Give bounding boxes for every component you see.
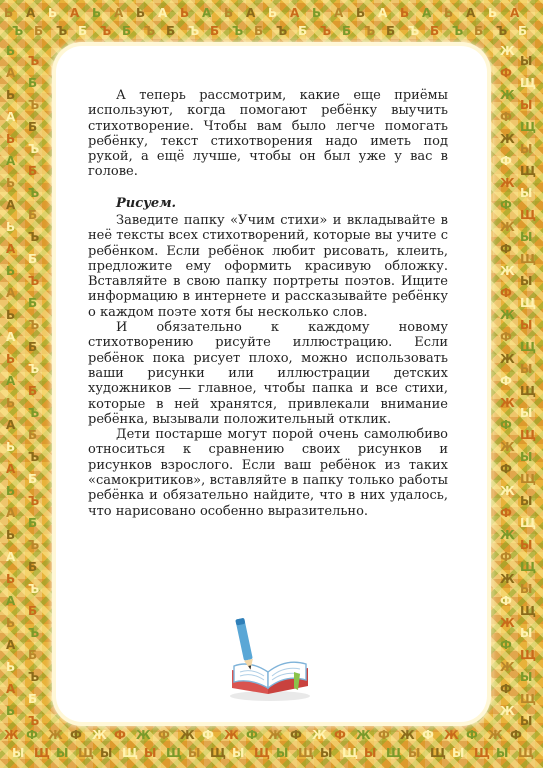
- border-letter-glyph: Ж: [136, 728, 151, 742]
- border-letter-glyph: Ж: [500, 44, 515, 58]
- border-letter-glyph: Б: [28, 560, 38, 574]
- border-letter-glyph: А: [114, 6, 124, 20]
- border-letter-glyph: Ы: [520, 670, 533, 684]
- border-letter-glyph: Ь: [6, 704, 16, 718]
- border-letter-glyph: А: [422, 6, 432, 20]
- border-letter-glyph: Б: [28, 384, 38, 398]
- border-letter-glyph: Ъ: [28, 142, 40, 156]
- border-letter-glyph: Ь: [224, 6, 234, 20]
- border-letter-glyph: Б: [28, 692, 38, 706]
- border-letter-glyph: А: [6, 198, 16, 212]
- border-letter-glyph: Щ: [520, 428, 536, 442]
- border-letter-glyph: Ф: [466, 728, 478, 742]
- paragraph-older-children: Дети постарше могут порой очень самолюбиво относиться к сравнению своих рисунков и рисунков взрослого. Если ваш ребёнок из таких «самокритиков», вставляйте в папку только работы ребёнка и обязательно найдите, что в них удалось, что нарисовано особенно выразительно.: [88, 427, 448, 519]
- border-letter-glyph: Б: [166, 24, 176, 38]
- border-letter-glyph: Ы: [520, 54, 533, 68]
- border-letter-glyph: Ж: [4, 728, 19, 742]
- border-letter-glyph: Ы: [520, 274, 533, 288]
- border-letter-glyph: Ь: [400, 6, 410, 20]
- border-letter-glyph: Ы: [520, 230, 533, 244]
- border-letter-glyph: Ь: [312, 6, 322, 20]
- border-letter-glyph: Ь: [6, 396, 16, 410]
- border-letter-glyph: А: [158, 6, 168, 20]
- border-letter-glyph: Ф: [510, 728, 522, 742]
- border-letter-glyph: А: [6, 154, 16, 168]
- border-letter-glyph: Ж: [268, 728, 283, 742]
- border-letter-glyph: Ф: [422, 728, 434, 742]
- border-letter-glyph: Б: [28, 296, 38, 310]
- border-letter-glyph: Ы: [276, 746, 289, 760]
- border-letter-glyph: Ы: [144, 746, 157, 760]
- border-letter-glyph: А: [6, 66, 16, 80]
- border-letter-glyph: А: [6, 682, 16, 696]
- border-letter-glyph: Ь: [6, 308, 16, 322]
- border-letter-glyph: Щ: [520, 648, 536, 662]
- border-letter-glyph: Ы: [364, 746, 377, 760]
- border-letter-glyph: Ж: [312, 728, 327, 742]
- border-letter-glyph: Ы: [520, 626, 533, 640]
- border-letter-glyph: Ф: [500, 198, 512, 212]
- border-letter-glyph: Ъ: [320, 24, 332, 38]
- border-letter-glyph: Ж: [500, 572, 515, 586]
- body-text-block: [88, 213, 448, 519]
- border-letter-glyph: Ъ: [28, 230, 40, 244]
- border-letter-glyph: Ь: [48, 6, 58, 20]
- border-letter-glyph: Ж: [488, 728, 503, 742]
- border-letter-glyph: Ж: [500, 308, 515, 322]
- border-letter-glyph: Щ: [474, 746, 490, 760]
- border-letter-glyph: Ж: [180, 728, 195, 742]
- border-letter-glyph: Щ: [520, 164, 536, 178]
- border-letter-glyph: Ф: [500, 374, 512, 388]
- border-letter-glyph: Ж: [500, 352, 515, 366]
- border-letter-glyph: Щ: [254, 746, 270, 760]
- border-letter-glyph: Б: [28, 120, 38, 134]
- border-letter-glyph: Б: [254, 24, 264, 38]
- border-letter-glyph: Ъ: [496, 24, 508, 38]
- border-letter-glyph: Ф: [500, 330, 512, 344]
- border-letter-glyph: Ф: [334, 728, 346, 742]
- border-letter-glyph: Ф: [26, 728, 38, 742]
- border-letter-glyph: Ы: [520, 186, 533, 200]
- border-letter-glyph: Ь: [6, 264, 16, 278]
- border-letter-glyph: Ф: [500, 66, 512, 80]
- border-letter-glyph: Ж: [500, 704, 515, 718]
- border-letter-glyph: Ы: [12, 746, 25, 760]
- border-letter-glyph: Ф: [500, 110, 512, 124]
- border-letter-glyph: Ъ: [56, 24, 68, 38]
- border-letter-glyph: Ф: [500, 550, 512, 564]
- border-letter-glyph: Ъ: [28, 494, 40, 508]
- border-letter-glyph: А: [6, 374, 16, 388]
- border-letter-glyph: Ъ: [28, 406, 40, 420]
- border-letter-glyph: Ь: [444, 6, 454, 20]
- border-letter-glyph: Щ: [386, 746, 402, 760]
- border-letter-glyph: Ь: [6, 176, 16, 190]
- border-letter-glyph: А: [26, 6, 36, 20]
- border-letter-glyph: Ы: [520, 450, 533, 464]
- border-letter-glyph: Ь: [6, 352, 16, 366]
- border-letter-glyph: Ы: [520, 142, 533, 156]
- border-letter-glyph: Б: [474, 24, 484, 38]
- border-letter-glyph: А: [466, 6, 476, 20]
- border-letter-glyph: Ж: [500, 176, 515, 190]
- border-letter-glyph: Ы: [520, 494, 533, 508]
- border-letter-glyph: Ь: [356, 6, 366, 20]
- border-letter-glyph: Ь: [4, 6, 14, 20]
- pen-and-open-book-icon: [224, 616, 316, 704]
- border-letter-glyph: Б: [28, 648, 38, 662]
- border-letter-glyph: Щ: [520, 516, 536, 530]
- border-letter-glyph: Щ: [520, 604, 536, 618]
- border-letter-glyph: Ф: [500, 242, 512, 256]
- border-letter-glyph: Ж: [500, 88, 515, 102]
- border-letter-glyph: А: [202, 6, 212, 20]
- border-letter-glyph: Ь: [6, 528, 16, 542]
- border-letter-glyph: Б: [386, 24, 396, 38]
- border-letter-glyph: Ъ: [364, 24, 376, 38]
- border-letter-glyph: Ы: [452, 746, 465, 760]
- border-letter-glyph: Ы: [520, 98, 533, 112]
- border-letter-glyph: Б: [28, 76, 38, 90]
- border-letter-glyph: Ы: [520, 406, 533, 420]
- border-letter-glyph: Ж: [500, 396, 515, 410]
- border-letter-glyph: Ъ: [28, 582, 40, 596]
- border-letter-glyph: Ж: [500, 660, 515, 674]
- border-letter-glyph: Ъ: [28, 274, 40, 288]
- paragraph-folder: Заведите папку «Учим стихи» и вкладывайте в неё тексты всех стихотворений, которые вы учите с ребёнком. Если ребёнок любит рисовать, клеить, предложите ему оформить красивую обложку. Вставляйте в свою папку портреты поэтов. Ищите информацию в интернете и рассказывайте ребёнку о каждом поэте хотя бы несколько слов.: [88, 213, 448, 320]
- border-letter-glyph: Ж: [500, 616, 515, 630]
- border-letter-glyph: Ы: [408, 746, 421, 760]
- border-letter-glyph: Ъ: [28, 362, 40, 376]
- border-letter-glyph: Ь: [6, 88, 16, 102]
- border-letter-glyph: Ъ: [28, 450, 40, 464]
- border-letter-glyph: А: [6, 462, 16, 476]
- border-letter-glyph: А: [6, 550, 16, 564]
- border-letter-glyph: Ъ: [144, 24, 156, 38]
- border-letter-glyph: Ж: [500, 132, 515, 146]
- border-letter-glyph: Ф: [378, 728, 390, 742]
- border-letter-glyph: Ъ: [188, 24, 200, 38]
- border-letter-glyph: А: [6, 594, 16, 608]
- border-letter-glyph: Ъ: [100, 24, 112, 38]
- border-letter-glyph: Щ: [520, 560, 536, 574]
- border-letter-glyph: А: [246, 6, 256, 20]
- border-letter-glyph: Ж: [500, 484, 515, 498]
- border-letter-glyph: Ь: [6, 44, 16, 58]
- border-letter-glyph: Ъ: [12, 24, 24, 38]
- border-letter-glyph: Щ: [520, 384, 536, 398]
- border-letter-glyph: Щ: [298, 746, 314, 760]
- border-letter-glyph: Ф: [114, 728, 126, 742]
- border-letter-glyph: Щ: [430, 746, 446, 760]
- border-letter-glyph: Ф: [70, 728, 82, 742]
- border-letter-glyph: Б: [210, 24, 220, 38]
- border-letter-glyph: А: [290, 6, 300, 20]
- border-letter-glyph: Ы: [100, 746, 113, 760]
- border-letter-glyph: Ж: [356, 728, 371, 742]
- border-letter-glyph: Ж: [500, 220, 515, 234]
- border-letter-glyph: А: [334, 6, 344, 20]
- border-letter-glyph: Щ: [520, 472, 536, 486]
- border-letter-glyph: Ж: [444, 728, 459, 742]
- border-letter-glyph: Щ: [520, 692, 536, 706]
- border-letter-glyph: Ы: [520, 318, 533, 332]
- border-letter-glyph: Б: [28, 516, 38, 530]
- border-letter-glyph: Ф: [500, 418, 512, 432]
- border-letter-glyph: Б: [28, 604, 38, 618]
- border-letter-glyph: Ъ: [232, 24, 244, 38]
- border-letter-glyph: Ь: [6, 484, 16, 498]
- border-letter-glyph: Б: [122, 24, 132, 38]
- border-letter-glyph: Ь: [268, 6, 278, 20]
- border-letter-glyph: Ъ: [28, 714, 40, 728]
- border-letter-glyph: Ж: [500, 528, 515, 542]
- border-letter-glyph: Ь: [6, 572, 16, 586]
- border-letter-glyph: Щ: [342, 746, 358, 760]
- border-letter-glyph: Ь: [6, 660, 16, 674]
- border-letter-glyph: Б: [430, 24, 440, 38]
- border-letter-glyph: Б: [298, 24, 308, 38]
- border-letter-glyph: А: [6, 638, 16, 652]
- border-letter-glyph: Б: [78, 24, 88, 38]
- border-letter-glyph: Ы: [320, 746, 333, 760]
- border-letter-glyph: Б: [28, 472, 38, 486]
- border-letter-glyph: Ъ: [28, 54, 40, 68]
- border-letter-glyph: Ь: [92, 6, 102, 20]
- border-letter-glyph: Ь: [6, 616, 16, 630]
- border-letter-glyph: Ъ: [28, 626, 40, 640]
- border-letter-glyph: Б: [28, 164, 38, 178]
- border-letter-glyph: Ф: [246, 728, 258, 742]
- border-letter-glyph: Щ: [520, 252, 536, 266]
- border-letter-glyph: Ф: [500, 462, 512, 476]
- border-letter-glyph: А: [6, 330, 16, 344]
- section-heading: Рисуем.: [116, 196, 177, 211]
- border-letter-glyph: Ь: [6, 220, 16, 234]
- border-letter-glyph: Ь: [6, 440, 16, 454]
- border-letter-glyph: Ы: [520, 362, 533, 376]
- border-letter-glyph: А: [510, 6, 520, 20]
- border-letter-glyph: А: [70, 6, 80, 20]
- border-letter-glyph: Ф: [500, 594, 512, 608]
- border-letter-glyph: Щ: [34, 746, 50, 760]
- border-letter-glyph: Ь: [180, 6, 190, 20]
- border-letter-glyph: Ф: [158, 728, 170, 742]
- paragraph-intro: А теперь рассмотрим, какие еще приёмы используют, когда помогают ребёнку выучить стихотворение. Чтобы вам было легче помогать ребёнку, текст стихотворения надо иметь под рукой, а ещё лучше, чтобы он был уже у вас в голове.: [88, 88, 448, 180]
- border-letter-glyph: Ж: [500, 440, 515, 454]
- border-letter-glyph: Ж: [224, 728, 239, 742]
- border-letter-glyph: Ъ: [28, 186, 40, 200]
- border-letter-glyph: Ь: [6, 132, 16, 146]
- border-letter-glyph: Ф: [290, 728, 302, 742]
- border-letter-glyph: Щ: [78, 746, 94, 760]
- intro-text-block: [88, 88, 448, 180]
- border-letter-glyph: А: [6, 286, 16, 300]
- border-letter-glyph: Ы: [56, 746, 69, 760]
- border-letter-glyph: Ъ: [28, 98, 40, 112]
- border-letter-glyph: Щ: [520, 340, 536, 354]
- border-letter-glyph: Б: [28, 340, 38, 354]
- border-letter-glyph: Ж: [400, 728, 415, 742]
- border-letter-glyph: Ж: [500, 264, 515, 278]
- border-letter-glyph: Щ: [520, 296, 536, 310]
- border-letter-glyph: Щ: [520, 208, 536, 222]
- border-letter-glyph: Щ: [122, 746, 138, 760]
- border-letter-glyph: Ъ: [28, 318, 40, 332]
- border-letter-glyph: Ъ: [276, 24, 288, 38]
- border-letter-glyph: А: [378, 6, 388, 20]
- border-letter-glyph: А: [6, 110, 16, 124]
- border-letter-glyph: Ь: [136, 6, 146, 20]
- border-letter-glyph: Ы: [520, 538, 533, 552]
- border-letter-glyph: Ф: [500, 638, 512, 652]
- border-letter-glyph: Ф: [202, 728, 214, 742]
- border-letter-glyph: Ъ: [408, 24, 420, 38]
- border-letter-glyph: Ы: [520, 582, 533, 596]
- border-letter-glyph: Ь: [488, 6, 498, 20]
- border-letter-glyph: Щ: [518, 746, 534, 760]
- border-letter-glyph: Щ: [210, 746, 226, 760]
- border-letter-glyph: Ы: [496, 746, 509, 760]
- border-letter-glyph: А: [6, 506, 16, 520]
- border-letter-glyph: Б: [28, 252, 38, 266]
- border-letter-glyph: А: [6, 242, 16, 256]
- border-letter-glyph: Б: [28, 428, 38, 442]
- border-letter-glyph: Б: [34, 24, 44, 38]
- border-letter-glyph: Ф: [500, 286, 512, 300]
- border-letter-glyph: Ы: [232, 746, 245, 760]
- border-letter-glyph: Ф: [500, 506, 512, 520]
- border-letter-glyph: Щ: [520, 120, 536, 134]
- paragraph-illustration: И обязательно к каждому новому стихотворению рисуйте иллюстрацию. Если ребёнок пока рисует плохо, можно использовать ваши рисунки или иллюстрации детских художников — главное, чтобы папка и все стихи, которые в ней хранятся, привлекали внимание ребёнка, вызывали положительный отклик.: [88, 320, 448, 427]
- border-letter-glyph: Щ: [520, 76, 536, 90]
- border-letter-glyph: Ф: [500, 154, 512, 168]
- border-letter-glyph: Ф: [500, 682, 512, 696]
- border-letter-glyph: Ы: [188, 746, 201, 760]
- border-letter-glyph: Щ: [166, 746, 182, 760]
- border-letter-glyph: Ъ: [28, 538, 40, 552]
- border-letter-glyph: Б: [28, 208, 38, 222]
- border-letter-glyph: Ъ: [452, 24, 464, 38]
- border-letter-glyph: Ъ: [28, 670, 40, 684]
- border-letter-glyph: Б: [518, 24, 528, 38]
- border-letter-glyph: Ж: [48, 728, 63, 742]
- border-letter-glyph: А: [6, 418, 16, 432]
- border-letter-glyph: Ж: [92, 728, 107, 742]
- border-letter-glyph: Ы: [520, 714, 533, 728]
- border-letter-glyph: Б: [342, 24, 352, 38]
